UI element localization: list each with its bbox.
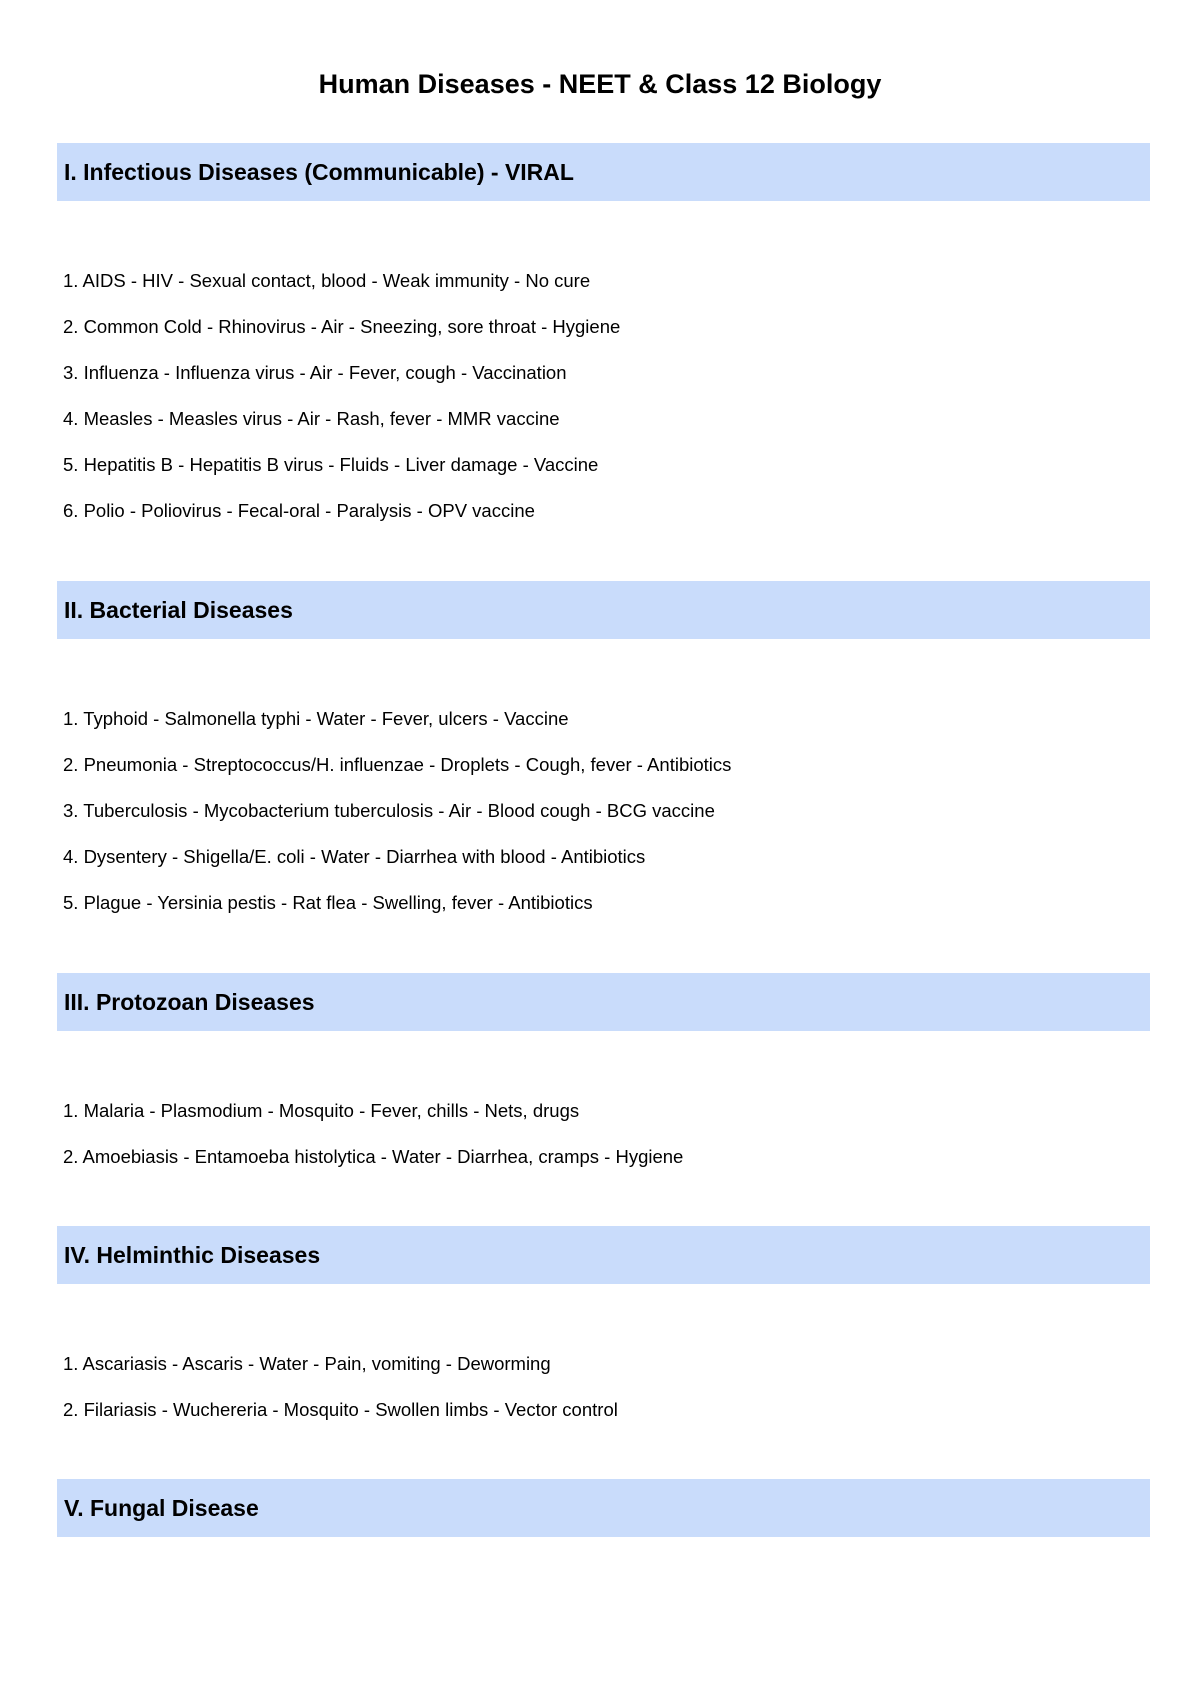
list-item: 4. Dysentery - Shigella/E. coli - Water - Diarrhea with blood - Antibiotics [63,846,646,867]
list-item: 1. Ascariasis - Ascaris - Water - Pain, vomiting - Deworming [63,1353,551,1374]
protozoan-disease-list [63,1099,683,1191]
list-item: 5. Hepatitis B - Hepatitis B virus - Fluids - Liver damage - Vaccine [63,454,599,475]
list-item: 4. Measles - Measles virus - Air - Rash, fever - MMR vaccine [63,408,560,429]
section-heading-viral: I. Infectious Diseases (Communicable) - VIRAL [57,143,1150,201]
list-item: 3. Influenza - Influenza virus - Air - Fever, cough - Vaccination [63,362,567,383]
list-item: 6. Polio - Poliovirus - Fecal-oral - Paralysis - OPV vaccine [63,500,535,521]
viral-disease-list [63,269,620,545]
list-item: 2. Pneumonia - Streptococcus/H. influenzae - Droplets - Cough, fever - Antibiotics [63,754,732,775]
list-item: 3. Tuberculosis - Mycobacterium tuberculosis - Air - Blood cough - BCG vaccine [63,800,715,821]
helminthic-disease-list [63,1352,618,1444]
page-title: Human Diseases - NEET & Class 12 Biology [318,69,882,99]
list-item: 1. AIDS - HIV - Sexual contact, blood - Weak immunity - No cure [63,270,591,291]
list-item: 1. Typhoid - Salmonella typhi - Water - Fever, ulcers - Vaccine [63,708,569,729]
section-heading-bacterial: II. Bacterial Diseases [57,581,1150,639]
section-heading-fungal: V. Fungal Disease [57,1479,1150,1537]
bacterial-disease-list [63,707,731,937]
list-item: 2. Amoebiasis - Entamoeba histolytica - Water - Diarrhea, cramps - Hygiene [63,1146,684,1167]
list-item: 1. Malaria - Plasmodium - Mosquito - Fever, chills - Nets, drugs [63,1100,580,1121]
list-item: 5. Plague - Yersinia pestis - Rat flea - Swelling, fever - Antibiotics [63,892,593,913]
section-heading-protozoan: III. Protozoan Diseases [57,973,1150,1031]
section-heading-helminthic: IV. Helminthic Diseases [57,1226,1150,1284]
list-item: 2. Common Cold - Rhinovirus - Air - Sneezing, sore throat - Hygiene [63,316,621,337]
list-item: 2. Filariasis - Wuchereria - Mosquito - Swollen limbs - Vector control [63,1399,618,1420]
